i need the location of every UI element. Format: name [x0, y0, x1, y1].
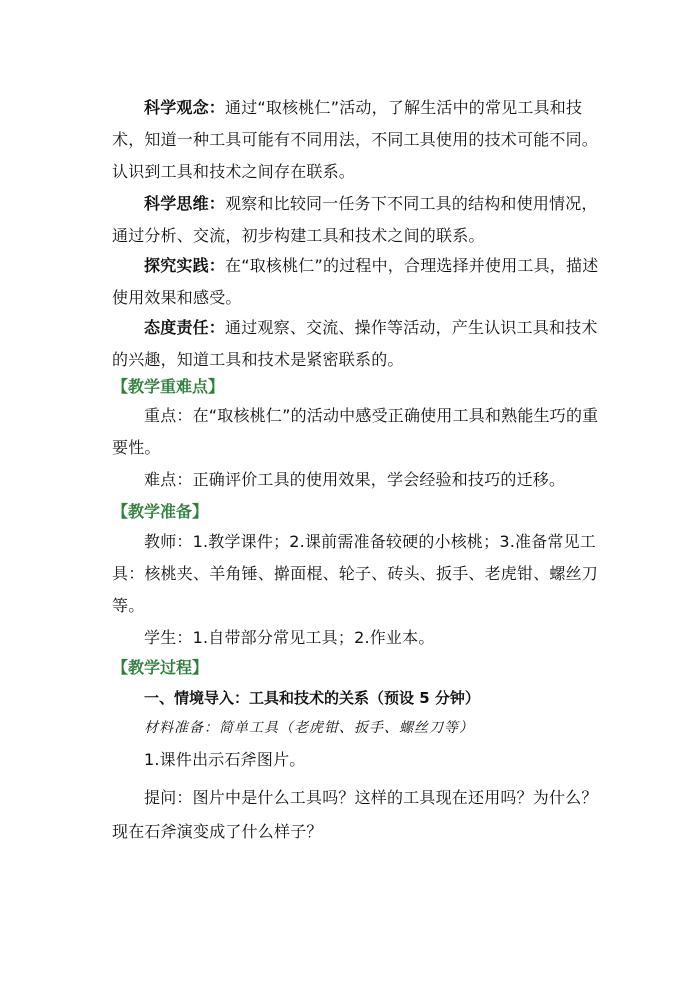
goal-practice-label: 探究实践：	[144, 256, 226, 275]
section-heading-preparation: 【教学准备】	[112, 502, 209, 521]
process-question-line1: 提问：图片中是什么工具吗？这样的工具现在还用吗？为什么？	[144, 788, 598, 807]
goal-practice	[112, 250, 602, 314]
goal-practice-text: 在“取核桃仁”的过程中，合理选择并使用工具，描述使用效果和感受。	[112, 256, 599, 307]
goal-thinking	[112, 188, 602, 252]
goal-attitude-text: 通过观察、交流、操作等活动，产生认识工具和技术的兴趣，知道工具和技术是紧密联系的。	[112, 318, 598, 369]
preparation-teacher: 教师：1.教学课件；2.课前需准备较硬的小核桃；3.准备常见工具：核桃夹、羊角锤、擀面棍、轮子、砖头、扳手、老虎钳、螺丝刀等。	[112, 532, 599, 615]
process-item1: 1.课件出示石斧图片。	[144, 750, 306, 769]
process-materials: 材料准备：简单工具（老虎钳、扳手、螺丝刀等）	[144, 720, 474, 736]
section-heading-key-points: 【教学重难点】	[112, 377, 225, 396]
goal-concept-label: 科学观念：	[144, 98, 226, 117]
goal-thinking-text: 观察和比较同一任务下不同工具的结构和使用情况，通过分析、交流，初步构建工具和技术之间的联系。	[112, 194, 598, 245]
goal-concept	[112, 92, 602, 188]
process-step1-title: 一、情境导入：工具和技术的关系（预设 5 分钟）	[144, 689, 480, 707]
preparation-student: 学生：1.自带部分常见工具；2.作业本。	[144, 628, 435, 647]
key-point-difficulty: 难点：正确评价工具的使用效果，学会经验和技巧的迁移。	[144, 470, 566, 489]
goal-thinking-label: 科学思维：	[144, 194, 226, 213]
goal-attitude	[112, 312, 602, 376]
section-heading-process: 【教学过程】	[112, 658, 209, 677]
process-question-line2: 现在石斧演变成了什么样子？	[112, 822, 323, 841]
goal-concept-text: 通过“取核桃仁”活动，了解生活中的常见工具和技术，知道一种工具可能有不同用法，不同工具使用的技术可能不同。认识到工具和技术之间存在联系。	[112, 98, 599, 181]
key-point-focus: 重点：在“取核桃仁”的活动中感受正确使用工具和熟能生巧的重要性。	[112, 406, 599, 457]
goal-attitude-label: 态度责任：	[144, 318, 226, 337]
